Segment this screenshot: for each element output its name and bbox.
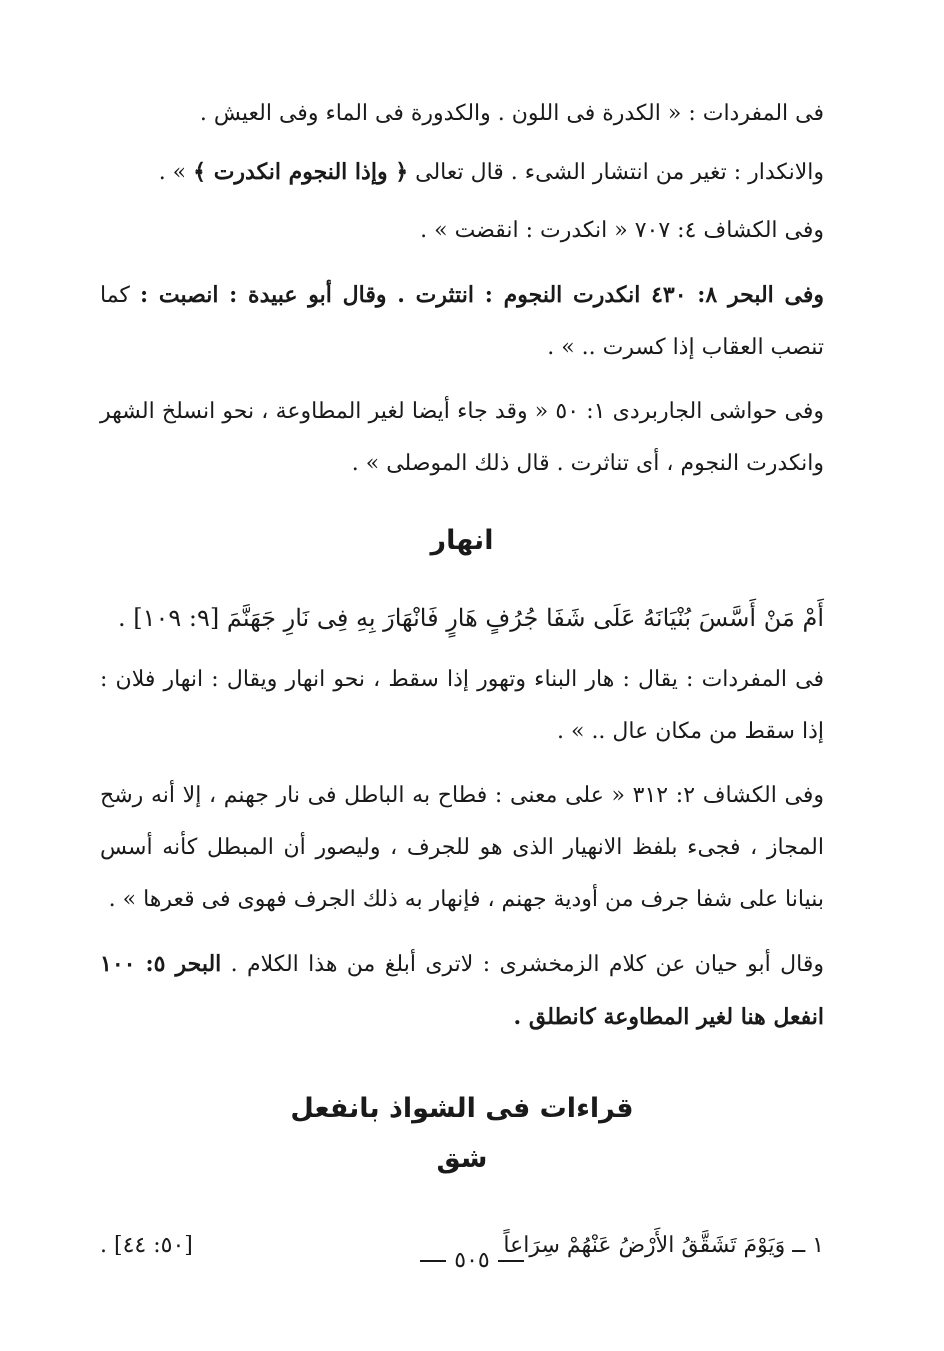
paragraph-text: فى المفردات : « الكدرة فى اللون . والكدورة فى الماء وفى العيش . — [199, 101, 824, 126]
paragraph-text: والانكدار : تغير من انتشار الشىء . قال تعالى — [408, 160, 824, 185]
dash-left — [498, 1260, 524, 1262]
page-number — [0, 1248, 944, 1273]
verse-text: أَمْ مَنْ أَسَّسَ بُنْيَانَهُ عَلَى شَفَا جُرُفٍ هَارٍ فَانْهَارَ بِهِ فِى نَارِ جَهَنَّمَ [٩: ١٠٩] . — [118, 604, 824, 632]
paragraph-text-end: » . — [158, 160, 194, 185]
paragraph-bold-text: وفى البحر ٨: ٤٣٠ انكدرت النجوم : انتثرت . وقال أبو عبيدة : انصبت : — [140, 282, 825, 308]
paragraph-bahr — [100, 269, 824, 374]
paragraph-kashshaf — [100, 205, 824, 257]
quran-verse — [100, 592, 824, 644]
paragraph-bold-text: البحر ٥: ١٠٠ انفعل هنا لغير المطاوعة كانطلق . — [100, 951, 824, 1030]
section-subheading-shaqq: شق — [436, 1143, 488, 1174]
page-body — [100, 88, 824, 1272]
paragraph-text: وفى حواشى الجاربردى ١: ٥٠ « وقد جاء أيضا لغير المطاوعة ، نحو انسلخ الشهر وانكدرت النجوم ، أى تناثرت . قال ذلك الموصلى » . — [100, 399, 824, 476]
paragraph-text: وفى الكشاف ٢: ٣١٢ « على معنى : فطاح به الباطل فى نار جهنم ، إلا أنه رشح المجاز ، فجىء بلفظ الانهيار الذى هو للجرف ، وليصور أن المبطل كأنه أسس بنيانا على شفا جرف من أودية جهنم ، فإنهار به ذلك الجرف فهوى فى قعرها » . — [100, 783, 825, 912]
section-heading-qiraat: قراءات فى الشواذ بانفعل — [290, 1093, 634, 1124]
dash-right — [420, 1260, 446, 1262]
paragraph-text: وقال أبو حيان عن كلام الزمخشرى : لاترى أبلغ من هذا الكلام . — [221, 952, 824, 977]
paragraph-text: كما تنصب العقاب إذا كسرت .. » . — [100, 283, 824, 360]
paragraph-text: فى المفردات : يقال : هار البناء وتهور إذا سقط ، نحو انهار ويقال : انهار فلان : إذا سقط من مكان عال .. » . — [100, 667, 824, 744]
paragraph-inkidar — [100, 146, 824, 199]
paragraph-text: وفى الكشاف ٤: ٧٠٧ « انكدرت : انقضت » . — [420, 218, 824, 243]
quran-quote: ﴿ وإذا النجوم انكدرت ﴾ — [193, 159, 409, 185]
paragraph-jarabardi — [100, 386, 824, 490]
verse-reference: [٥٠: ٤٤] . — [100, 1233, 193, 1258]
paragraph-abu-hayyan — [100, 938, 824, 1044]
page-number-text: ٥٠٥ — [454, 1248, 490, 1273]
paragraph-mufradat-kudra — [100, 88, 824, 140]
paragraph-kashshaf-inhiyar — [100, 770, 824, 926]
paragraph-mufradat-har — [100, 654, 824, 758]
section-heading-anhar: انهار — [430, 525, 494, 556]
verse-text: ١ ــ وَيَوْمَ تَشَقَّقُ الأَرْضُ عَنْهُمْ سِرَاعاً — [503, 1233, 824, 1258]
